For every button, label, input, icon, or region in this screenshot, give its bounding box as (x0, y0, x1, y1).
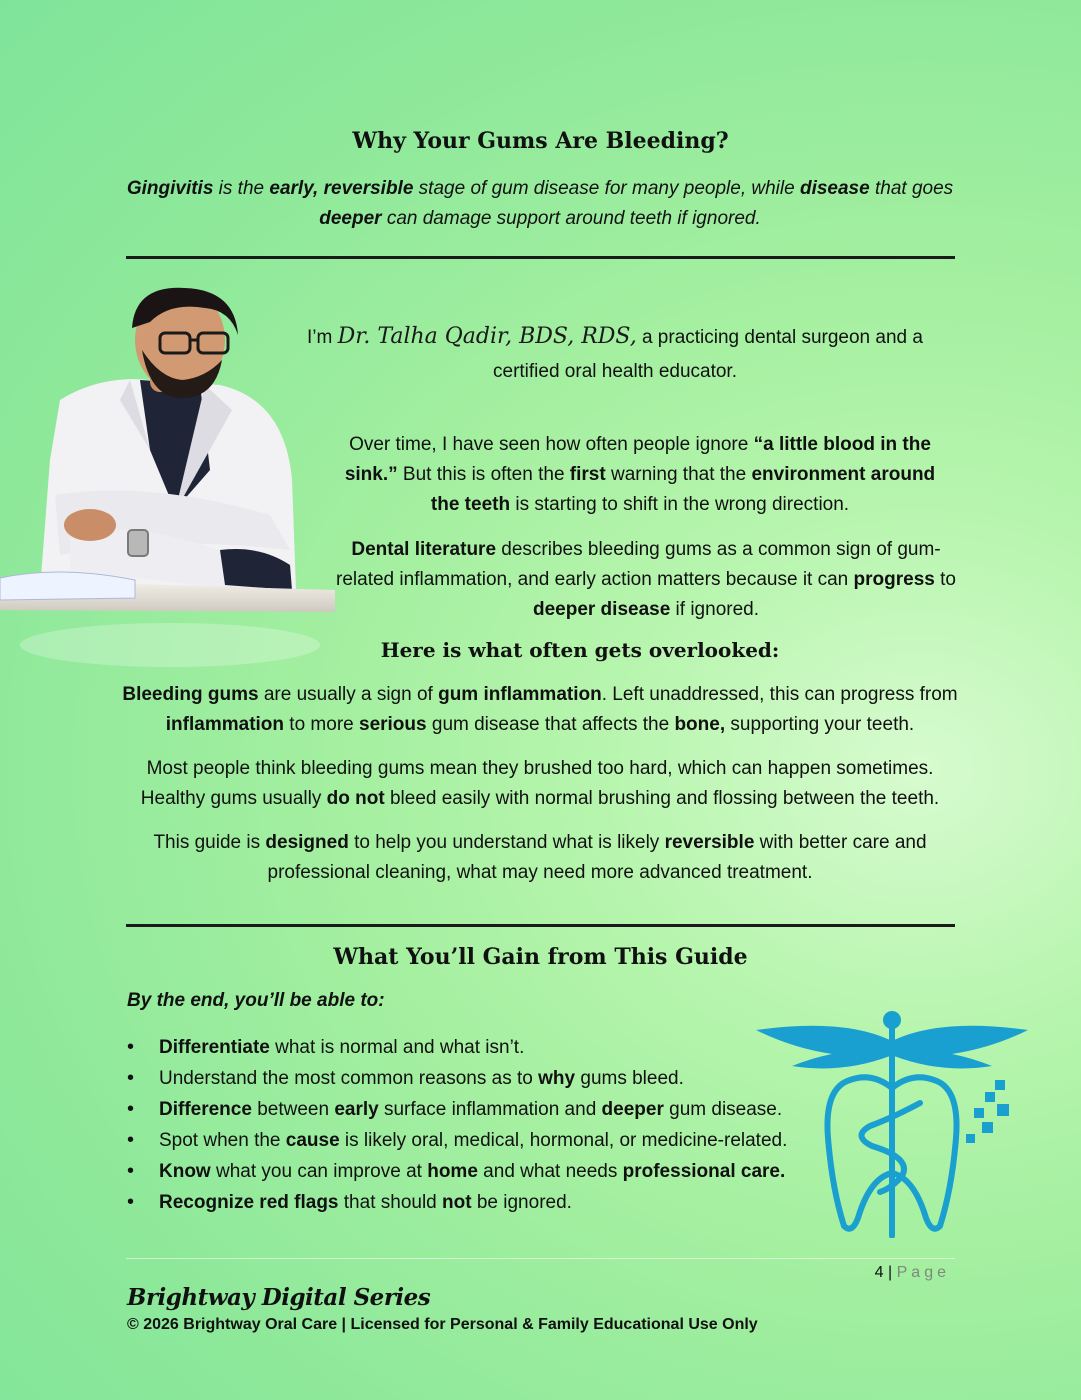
divider-top (126, 256, 955, 259)
series-signature: Brightway Digital Series (127, 1284, 431, 1311)
emphasis: early (334, 1099, 379, 1120)
item-text: that should (338, 1192, 443, 1213)
list-item (127, 1094, 827, 1125)
emphasis: gum inflammation (438, 684, 602, 705)
emphasis: deeper (601, 1099, 664, 1120)
emphasis: Differentiate (159, 1037, 270, 1058)
emphasis: Recognize red flags (159, 1192, 339, 1213)
item-text: what is normal and what isn’t. (269, 1037, 525, 1058)
paragraph-text: supporting your teeth. (725, 714, 915, 735)
paragraph-text: with better care and professional cleaning, what may need more advanced treatment. (267, 832, 927, 883)
emphasis: bone, (674, 714, 726, 735)
misconception-paragraph (120, 754, 960, 814)
emphasis: cause (285, 1130, 340, 1151)
paragraph-text: to more (284, 714, 359, 735)
intro-paragraph (120, 174, 960, 234)
item-text: between (251, 1099, 335, 1120)
term-disease: disease (799, 178, 870, 199)
intro-text: stage of gum disease for many people, while (413, 178, 800, 199)
bio-paragraph (300, 320, 930, 389)
term-deeper: deeper (319, 208, 382, 229)
item-text: gums bleed. (575, 1068, 684, 1089)
paragraph-text: warning that the (605, 464, 752, 485)
paragraph-text: Most people think bleeding gums mean they brushed too hard, which can happen sometimes. Healthy gums usually (140, 758, 934, 809)
paragraph-text: if ignored. (670, 599, 760, 620)
emphasis: Know (159, 1161, 211, 1182)
emphasis: professional care. (622, 1161, 786, 1182)
page-title: Why Your Gums Are Bleeding? (352, 128, 729, 154)
paragraph-text: Over time, I have seen how often people ignore (349, 434, 754, 455)
inflammation-paragraph (120, 680, 960, 740)
item-text: surface inflammation and (378, 1099, 602, 1120)
doctor-name: Dr. Talha Qadir, BDS, RDS, (337, 324, 637, 349)
emphasis: Bleeding gums (122, 684, 259, 705)
emphasis: “a little blood in the sink.” (344, 434, 931, 485)
list-item (127, 1032, 827, 1063)
item-text: and what needs (477, 1161, 623, 1182)
emphasis: Difference (159, 1099, 252, 1120)
emphasis: designed (265, 832, 349, 853)
gain-heading: What You’ll Gain from This Guide (333, 944, 748, 970)
copyright-notice: © 2026 Brightway Oral Care | Licensed for Personal & Family Educational Use Only (127, 1316, 758, 1333)
paragraph-text: . Left unaddressed, this can progress from (601, 684, 958, 705)
paragraph-text: bleed easily with normal brushing and flossing between the teeth. (384, 788, 940, 809)
dentist-portrait (0, 280, 340, 680)
item-text: what you can improve at (210, 1161, 428, 1182)
term-early-reversible: early, reversible (269, 178, 414, 199)
emphasis: deeper disease (532, 599, 671, 620)
paragraph-text: But this is often the (397, 464, 570, 485)
paragraph-text: is starting to shift in the wrong direction. (510, 494, 850, 515)
paragraph-text: to help you understand what is likely (348, 832, 665, 853)
intro-text: can damage support around teeth if ignored. (381, 208, 761, 229)
emphasis: environment around the teeth (430, 464, 936, 515)
item-text: Spot when the (159, 1130, 286, 1151)
literature-paragraph (336, 535, 956, 625)
paragraph-text: describes bleeding gums as a common sign of gum-related inflammation, and early action matters because it can (336, 539, 941, 590)
observation-paragraph (330, 430, 950, 520)
emphasis: progress (853, 569, 935, 590)
item-text: be ignored. (471, 1192, 572, 1213)
paragraph-text: This guide is (153, 832, 266, 853)
list-item (127, 1063, 827, 1094)
emphasis: reversible (664, 832, 755, 853)
emphasis: not (442, 1192, 472, 1213)
caduceus-tooth-icon (752, 1008, 1032, 1238)
item-text: is likely oral, medical, hormonal, or medicine-related. (339, 1130, 788, 1151)
item-text: Understand the most common reasons as to (159, 1068, 539, 1089)
emphasis: serious (359, 714, 427, 735)
list-item (127, 1156, 827, 1187)
term-gingivitis: Gingivitis (126, 178, 214, 199)
divider-middle (126, 924, 955, 927)
page-separator: | (883, 1264, 897, 1281)
emphasis: Dental literature (351, 539, 497, 560)
paragraph-text: gum disease that affects the (426, 714, 675, 735)
paragraph-text: to (934, 569, 956, 590)
emphasis: inflammation (165, 714, 285, 735)
footer-divider (126, 1258, 955, 1259)
by-end-subheading: By the end, you’ll be able to: (127, 990, 385, 1011)
page-number-value: 4 (874, 1264, 884, 1281)
guide-purpose-paragraph (120, 828, 960, 888)
list-item (127, 1187, 827, 1218)
intro-text: is the (213, 178, 270, 199)
emphasis: do not (326, 788, 385, 809)
bio-prefix: I’m (307, 327, 338, 348)
outcomes-list (127, 1032, 827, 1218)
emphasis: why (538, 1068, 576, 1089)
list-item (127, 1125, 827, 1156)
overlooked-heading: Here is what often gets overlooked: (380, 638, 780, 662)
paragraph-text: are usually a sign of (258, 684, 439, 705)
emphasis: home (427, 1161, 478, 1182)
item-text: gum disease. (663, 1099, 783, 1120)
bio-text: a practicing dental surgeon and a certified oral health educator. (493, 327, 923, 382)
page-label: Page (896, 1264, 950, 1281)
page-number (760, 1264, 950, 1282)
emphasis: first (569, 464, 606, 485)
intro-text: that goes (869, 178, 954, 199)
